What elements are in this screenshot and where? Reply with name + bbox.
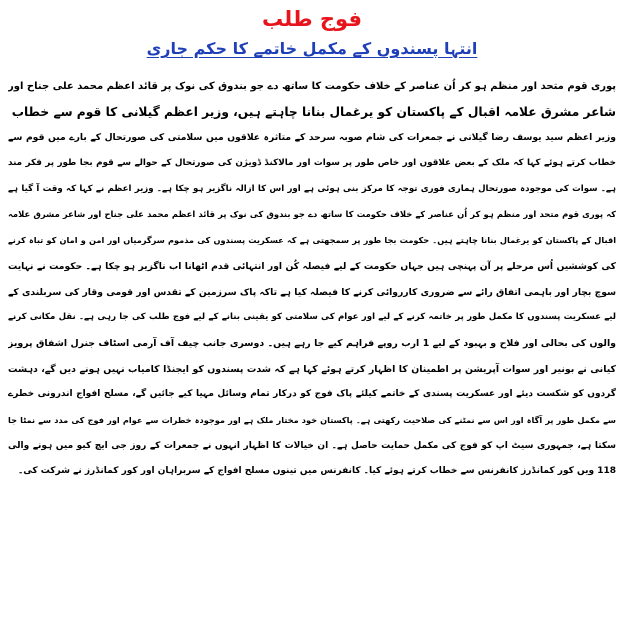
article-line: شاعر مشرق علامہ اقبال کے پاکستان کو یرغمال بنانا چاہتے ہیں، وزیر اعظم گیلانی کا قوم سے خطاب: [11, 104, 616, 119]
article-line: کیانی نے بونیر اور سوات آپریشن پر اطمینان کا اظہار کرتے ہوئے کہا ہے کہ شدت پسندوں کو ایجنڈا کامیاب نہیں ہونے دیں گے، دہشت: [8, 363, 616, 375]
article-line: پوری قوم متحد اور منظم ہو کر اُن عناصر کے خلاف حکومت کا ساتھ دے جو بندوق کی نوک پر قائد اعظم محمد علی جناح اور: [8, 81, 616, 92]
article-line: کی کوششیں اُس مرحلے پر آن پہنچی ہیں جہاں حکومت کے لیے فیصلہ کُن اور انتہائی قدم اٹھانا اب ناگزیر ہو چکا ہے۔ حکومت نے نہایت: [8, 260, 616, 272]
article-line: سے مکمل طور پر آگاہ اور اس سے نمٹنے کی صلاحیت رکھتی ہے۔ پاکستان خود مختار ملک ہے اور موجودہ خطرات سے عوام اور فوج کی مدد سے نمٹا جا: [8, 414, 616, 425]
article-line: ہے۔ سوات کی موجودہ صورتحال ہماری فوری توجہ کا مرکز بنی ہوئی ہے اور اس کا ازالہ ناگزیر ہو چکا ہے۔ وزیر اعظم نے کہا کہ وقت آ گیا ہے: [8, 183, 616, 194]
article-body: [8, 74, 616, 485]
article-line: وزیر اعظم سید یوسف رضا گیلانی نے جمعرات کی شام صوبہ سرحد کے متاثرہ علاقوں میں سلامتی کی صورتحال کے بارے میں قوم سے: [8, 132, 616, 144]
article-line: گردوں کو شکست دیئے اور عسکریت پسندی کے خاتمے کیلئے پاک فوج کو درکار تمام وسائل مہیا کیے جائیں گے، مسلح افواج اندرونی خطرے: [8, 389, 616, 400]
article-line: والوں کی بحالی اور فلاح و بہبود کے لیے 1 ارب روپے فراہم کیے جا رہے ہیں۔ دوسری جانب چیف آف آرمی اسٹاف جنرل اشفاق پرویز: [8, 337, 616, 349]
article-line: لیے عسکریت پسندوں کا مکمل طور پر خاتمہ کرنے کے لیے اور عوام کی سلامتی کو یقینی بنانے کے لیے فوج طلب کی جا رہی ہے۔ نقل مکانی کرنے: [8, 312, 616, 323]
article-line: خطاب کرتے ہوئے کہا کہ ملک کے بعض علاقوں اور خاص طور پر سوات اور مالاکنڈ ڈویژن کی صورتحال کے حوالے سے قوم بجا طور پر فکر مند: [8, 158, 616, 169]
article-line: اقبال کے پاکستان کو یرغمال بنانا چاہتے ہیں۔ حکومت بجا طور پر سمجھتی ہے کہ عسکریت پسندوں کی مذموم سرگرمیاں اور امن و امان کو تباہ کرنے: [8, 235, 616, 246]
article-line: سوچ بچار اور باہمی اتفاق رائے سے ضروری کارروائی کرنے کا فیصلہ کیا ہے تاکہ پاک سرزمین کے تقدس اور قومی وقار کی سربلندی کے: [8, 286, 616, 298]
headline: فوج طلب: [262, 7, 362, 31]
subheadline: انتہا پسندوں کے مکمل خاتمے کا حکم جاری: [146, 39, 478, 58]
article-line: 118 ویں کور کمانڈرز کانفرنس سے خطاب کرتے ہوئے کیا۔ کانفرنس میں تینوں مسلح افواج کے سربراہان اور کور کمانڈرز نے شرکت کی۔: [17, 466, 616, 477]
article-line: کہ پوری قوم متحد اور منظم ہو کر اُن عناصر کے خلاف حکومت کا ساتھ دے جو بندوق کی نوک پر قائد اعظم محمد علی جناح اور شاعر مشرق علامہ: [8, 209, 616, 220]
article-line: سکتا ہے، جمہوری سیٹ اپ کو فوج کی مکمل حمایت حاصل ہے۔ ان خیالات کا اظہار انہوں نے جمعرات کے روز جی ایچ کیو میں ہونے والی: [8, 440, 616, 451]
